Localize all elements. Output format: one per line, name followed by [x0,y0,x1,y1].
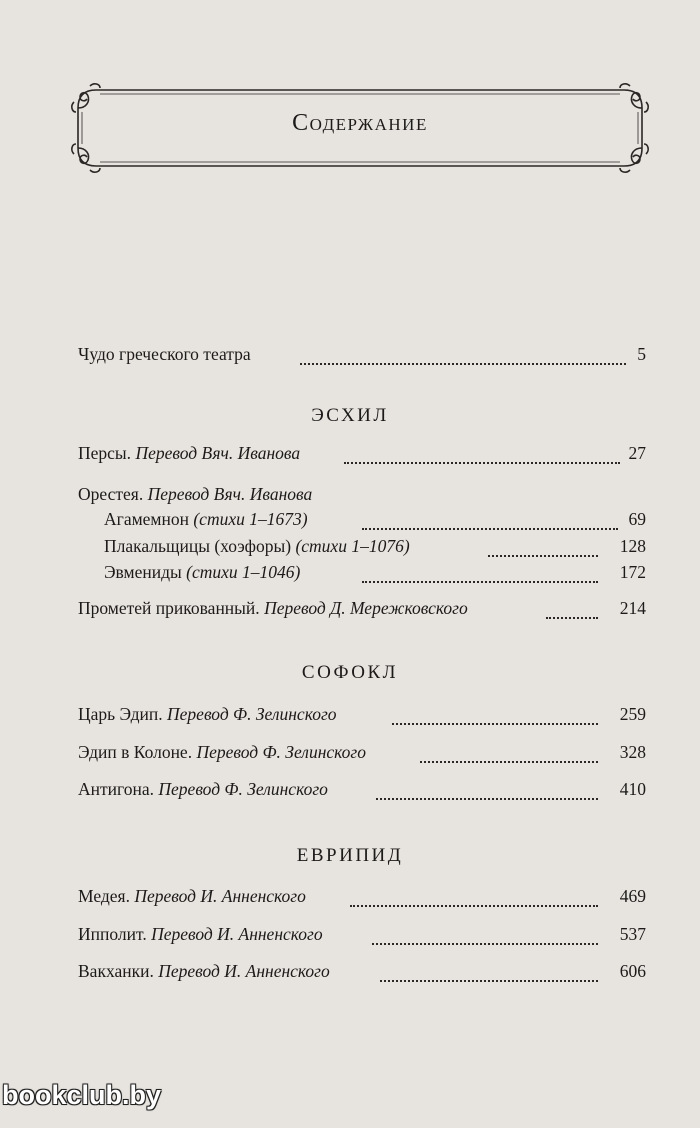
toc-entry-agamemnon[interactable] [0,509,700,535]
toc-entry-antigone[interactable] [0,779,700,805]
entry-title: Ипполит. Перевод И. Анненского [78,924,323,944]
entry-title: Агамемнон (стихи 1–1673) [104,509,308,529]
leader-dots [372,933,598,945]
toc-entry-eumenides[interactable] [0,562,700,588]
toc-entry-oedipus-rex[interactable] [0,704,700,730]
leader-dots [488,545,598,557]
page-number: 410 [619,779,646,799]
entry-title: Эдип в Колоне. Перевод Ф. Зелинского [78,742,366,762]
page-number: 214 [619,598,646,618]
toc-entry-persians[interactable] [0,443,700,469]
toc-group-oresteia: Орестея. Перевод Вяч. Иванова [78,484,313,504]
heading-frame [70,82,650,174]
page-number: 5 [637,344,646,364]
page-number: 128 [619,536,646,556]
page-number: 69 [628,509,646,529]
toc-entry-choephori[interactable] [0,536,700,562]
leader-dots [380,970,598,982]
entry-title: Царь Эдип. Перевод Ф. Зелинского [78,704,337,724]
toc-entry-bacchae[interactable] [0,961,700,987]
entry-title: Прометей прикованный. Перевод Д. Мережковского [78,598,468,618]
leader-dots [546,607,598,619]
leader-dots [362,518,618,530]
entry-title: Антигона. Перевод Ф. Зелинского [78,779,328,799]
leader-dots [420,751,598,763]
entry-title: Чудо греческого театра [78,344,251,364]
page-number: 328 [619,742,646,762]
leader-dots [350,895,598,907]
entry-title: Вакханки. Перевод И. Анненского [78,961,330,981]
page-number: 469 [619,886,646,906]
leader-dots [300,353,626,365]
page-number: 27 [628,443,646,463]
section-heading-aeschylus: ЭСХИЛ [311,405,389,426]
section-heading-sophocles: СОФОКЛ [301,662,399,683]
leader-dots [392,713,598,725]
page-number: 259 [619,704,646,724]
toc-entry-hippolytus[interactable] [0,924,700,950]
entry-title: Медея. Перевод И. Анненского [78,886,306,906]
page-number: 606 [619,961,646,981]
watermark: bookclub.by [2,1080,162,1110]
entry-title: Эвмениды (стихи 1–1046) [104,562,301,582]
page-title: Содержание [292,110,428,136]
entry-title: Персы. Перевод Вяч. Иванова [78,443,301,463]
entry-title: Плакальщицы (хоэфоры) (стихи 1–1076) [104,536,410,556]
section-heading-euripides: ЕВРИПИД [296,845,404,866]
leader-dots [344,452,620,464]
leader-dots [362,571,598,583]
page-number: 537 [619,924,646,944]
toc-entry-prometheus[interactable] [0,598,700,624]
toc-entry-oedipus-colonus[interactable] [0,742,700,768]
toc-entry-medea[interactable] [0,886,700,912]
toc-entry-intro[interactable] [0,344,700,370]
leader-dots [376,788,598,800]
page-number: 172 [619,562,646,582]
